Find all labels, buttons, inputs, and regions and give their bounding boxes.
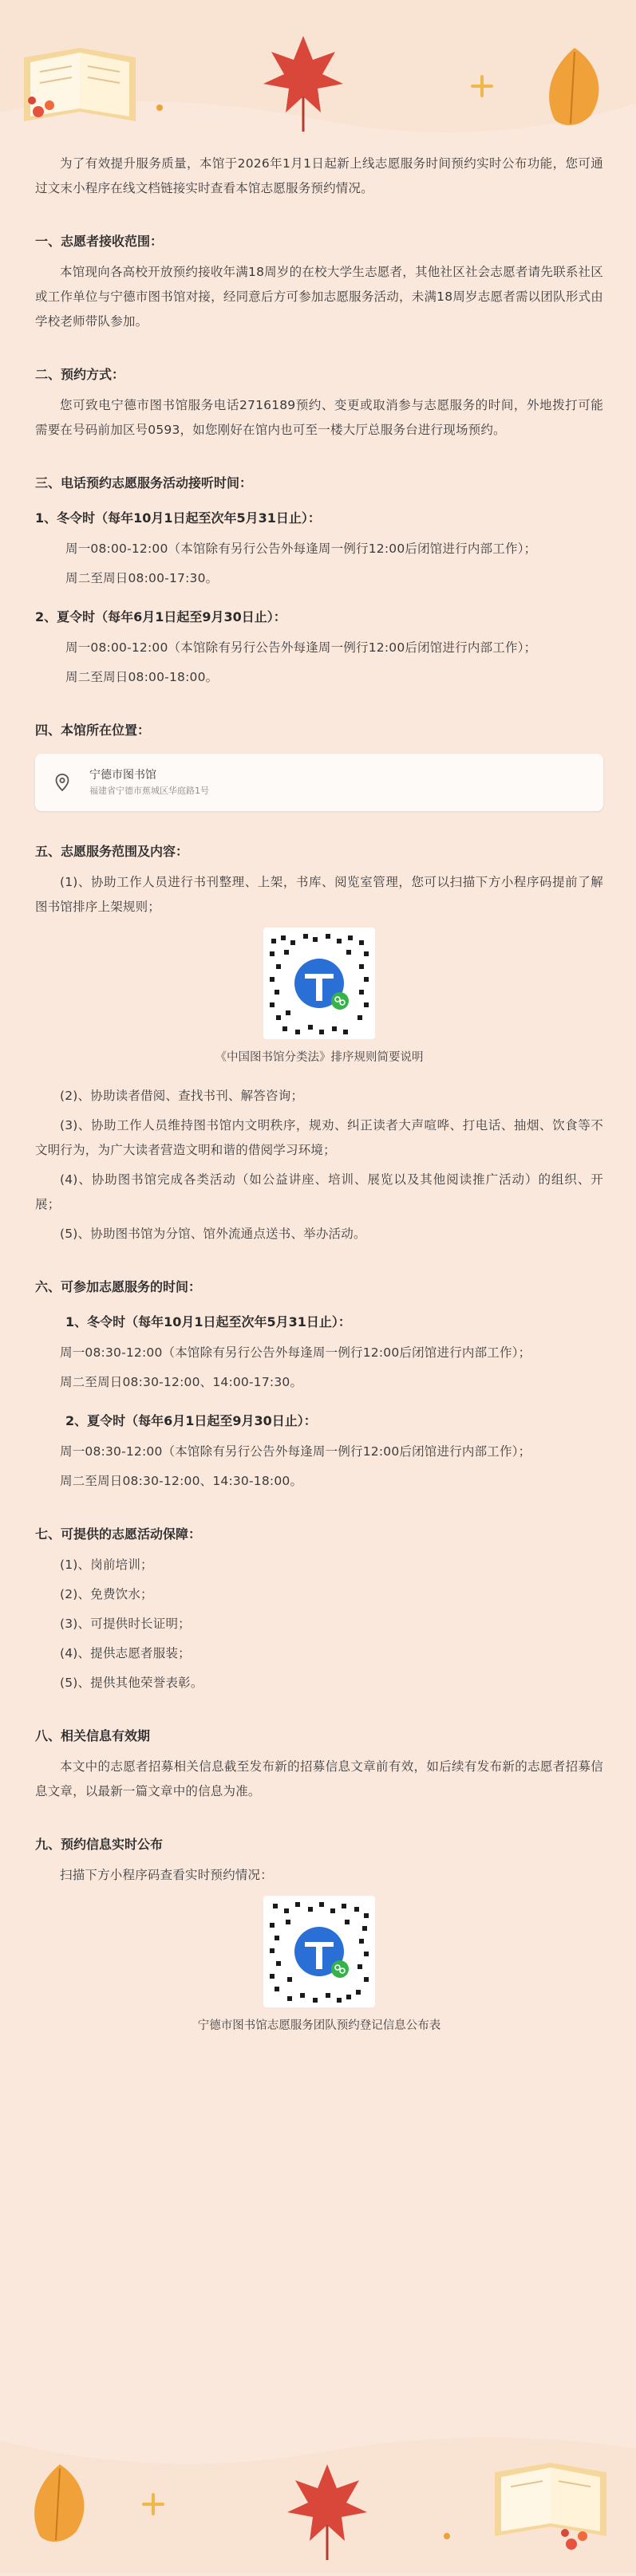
autumn-leaf-icon <box>34 2464 84 2542</box>
section-body: 扫描下方小程序码查看实时预约情况： <box>60 1868 273 1882</box>
qr-caption: 宁德市图书馆志愿服务团队预约登记信息公布表 <box>197 2019 441 2032</box>
header-decoration <box>0 0 636 140</box>
list-item: (2)、协助读者借阅、查找书刊、解答咨询； <box>60 1089 304 1103</box>
list-item: (5)、提供其他荣誉表彰。 <box>60 1676 203 1690</box>
qr-code-icon <box>263 1896 375 2007</box>
plus-icon <box>144 2495 163 2514</box>
summer-weekdays: 周二至周日08:00-18:00。 <box>65 670 219 684</box>
list-item: (1)、协助工作人员进行书刊整理、上架，书库、阅览室管理，您可以扫描下方小程序码提前了解图书馆排序上架规则； <box>35 875 603 914</box>
winter-monday: 周一08:30-12:00（本馆除有另行公告外每逢周一例行12:00后闭馆进行内部工作）； <box>60 1345 531 1360</box>
summer-monday: 周一08:30-12:00（本馆除有另行公告外每逢周一例行12:00后闭馆进行内部工作）； <box>60 1444 531 1459</box>
section-location <box>35 719 603 811</box>
section-title: 四、本馆所在位置： <box>35 723 151 738</box>
winter-monday: 周一08:00-12:00（本馆除有另行公告外每逢周一例行12:00后闭馆进行内部工作）； <box>65 542 537 556</box>
summer-title: 2、夏令时（每年6月1日起至9月30日止）： <box>35 609 286 624</box>
section-title: 八、相关信息有效期 <box>35 1728 151 1743</box>
section-validity <box>35 1724 603 1804</box>
location-address: 福建省宁德市蕉城区华庭路1号 <box>89 786 209 796</box>
winter-weekdays: 周二至周日08:30-12:00、14:00-17:30。 <box>60 1375 303 1389</box>
section-body: 本文中的志愿者招募相关信息截至发布新的招募信息文章前有效，如后续有发布新的志愿者招募信息文章，以最新一篇文章中的信息为准。 <box>35 1759 603 1798</box>
section-body: 您可致电宁德市图书馆服务电话2716189预约、变更或取消参与志愿服务的时间，外地拨打可能需要在号码前加区号0593，如您刚好在馆内也可至一楼大厅总服务台进行现场预约。 <box>35 398 603 437</box>
list-item: (3)、可提供时长证明； <box>60 1617 191 1631</box>
list-item: (4)、协助图书馆完成各类活动（如公益讲座、培训、展览以及其他阅读推广活动）的组织、开展； <box>35 1172 603 1211</box>
section-guarantees <box>35 1522 603 1696</box>
summer-weekdays: 周二至周日08:30-12:00、14:30-18:00。 <box>60 1474 303 1488</box>
section-booking-method <box>35 363 603 443</box>
footer-decoration <box>0 2416 636 2573</box>
summer-monday: 周一08:00-12:00（本馆除有另行公告外每逢周一例行12:00后闭馆进行内部工作）； <box>65 640 537 655</box>
qr-code-icon <box>263 928 375 1039</box>
section-service-hours <box>35 1275 603 1494</box>
section-title: 七、可提供的志愿活动保障： <box>35 1526 202 1542</box>
section-title: 三、电话预约志愿服务活动接听时间： <box>35 475 253 490</box>
list-item: (2)、免费饮水； <box>60 1587 153 1601</box>
section-title: 五、志愿服务范围及内容： <box>35 844 189 859</box>
summer-title: 2、夏令时（每年6月1日起至9月30日止）： <box>65 1413 317 1428</box>
section-phone-hours <box>35 471 603 690</box>
header-banner <box>0 0 636 140</box>
maple-leaf-icon <box>287 2464 367 2560</box>
book-icon <box>495 2463 606 2536</box>
article-body <box>35 152 603 2052</box>
dot-decoration <box>444 2533 450 2539</box>
winter-weekdays: 周二至周日08:00-17:30。 <box>65 571 219 585</box>
list-item: (3)、协助工作人员维持图书馆内文明秩序，规劝、纠正读者大声喧哗、打电话、抽烟、饮食等不文明行为，为广大读者营造文明和谐的借阅学习环境； <box>35 1118 603 1157</box>
berries-icon <box>561 2529 587 2550</box>
section-title: 九、预约信息实时公布 <box>35 1837 164 1852</box>
section-realtime <box>35 1833 603 2036</box>
intro-paragraph: 为了有效提升服务质量，本馆于2026年1月1日起新上线志愿服务时间预约实时公布功能，您可通过文末小程序在线文档链接实时查看本馆志愿服务预约情况。 <box>35 156 603 195</box>
qr-caption: 《中国图书馆分类法》排序规则简要说明 <box>215 1051 424 1064</box>
winter-title: 1、冬令时（每年10月1日起至次年5月31日止）： <box>65 1314 351 1329</box>
section-body: 本馆现向各高校开放预约接收年满18周岁的在校大学生志愿者，其他社区社会志愿者请先联系社区或工作单位与宁德市图书馆对接，经同意后方可参加志愿服务活动，未满18周岁志愿者需以团队形式由学校老师带队参加。 <box>35 265 603 329</box>
list-item: (4)、提供志愿者服装； <box>60 1646 191 1660</box>
mini-program-qr-code[interactable] <box>263 1896 375 2007</box>
location-name: 宁德市图书馆 <box>89 769 156 782</box>
dot-decoration <box>156 104 163 111</box>
section-title: 二、预约方式： <box>35 367 125 382</box>
footer-banner <box>0 2416 636 2573</box>
location-pin-icon <box>53 773 72 792</box>
section-title: 一、志愿者接收范围： <box>35 234 164 249</box>
list-item: (1)、岗前培训； <box>60 1558 153 1572</box>
winter-title: 1、冬令时（每年10月1日起至次年5月31日止）： <box>35 510 321 526</box>
plus-icon <box>472 77 492 96</box>
mini-program-qr-code[interactable] <box>263 928 375 1039</box>
list-item: (5)、协助图书馆为分馆、馆外流通点送书、举办活动。 <box>60 1227 366 1241</box>
section-title: 六、可参加志愿服务的时间： <box>35 1279 202 1294</box>
section-service-scope <box>35 840 603 1247</box>
section-recruit-scope <box>35 230 603 334</box>
autumn-leaf-icon <box>549 48 598 125</box>
location-card[interactable] <box>35 754 603 811</box>
